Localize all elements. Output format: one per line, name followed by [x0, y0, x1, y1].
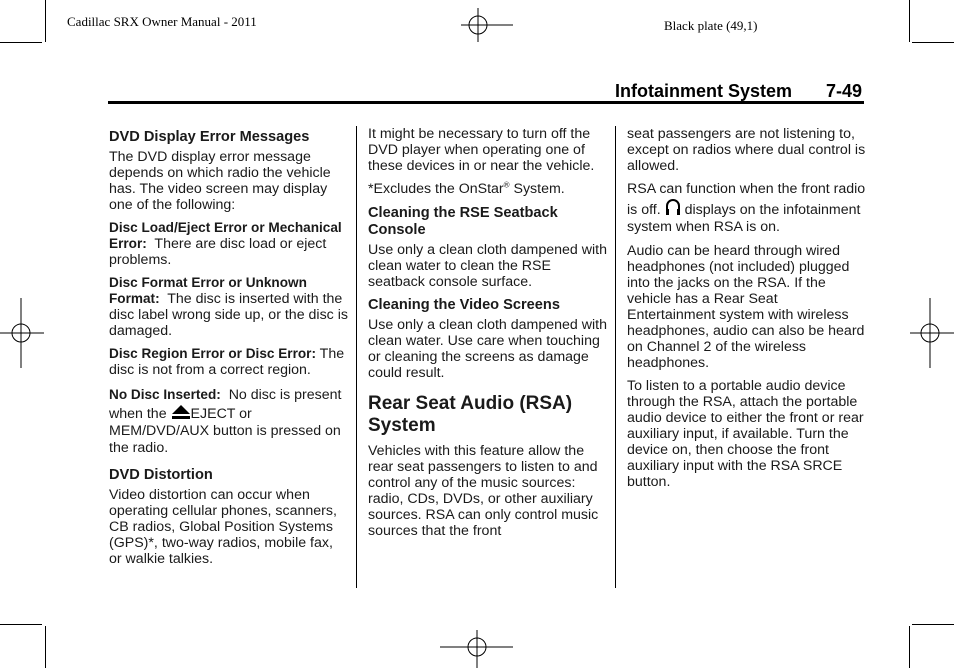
paragraph-excludes — [368, 181, 608, 197]
section-title: Infotainment System — [615, 81, 793, 101]
crop-mark — [0, 42, 42, 43]
error-item — [109, 346, 349, 378]
paragraph-portable: To listen to a portable audio device through the RSA, attach the portable audio device to either the front or rear auxiliary input, if available. Turn the device on, then choose the front auxiliary input with the RSA SRCE button. — [627, 378, 864, 490]
page-number: 7-49 — [826, 81, 863, 101]
crop-mark — [0, 624, 42, 625]
front-off-text: RSA can function when the front radio is off. — [627, 181, 866, 218]
crop-mark — [45, 626, 46, 668]
paragraph-seatback: Use only a clean cloth dampened with clean water to clean the RSE seatback console surface. — [368, 242, 607, 290]
error-description: The disc is inserted with the disc label wrong side up, or the disc is damaged. — [109, 291, 348, 339]
error-description: There are disc load or eject problems. — [109, 236, 327, 268]
heading-dvd-distortion: DVD Distortion — [109, 467, 213, 483]
excludes-text: System. — [509, 181, 565, 197]
plate-label: Black plate (49,1) — [664, 18, 758, 33]
paragraph-screens: Use only a clean cloth dampened with clean water. Use care when touching or cleaning the screens as damage could result. — [368, 317, 607, 381]
column-divider — [356, 126, 357, 588]
crop-mark — [912, 42, 954, 43]
column-2 — [368, 126, 608, 546]
crop-mark — [909, 626, 910, 668]
registered-mark: ® — [503, 180, 510, 190]
paragraph-front-off — [627, 181, 867, 236]
headphones-icon — [665, 198, 681, 216]
column-3 — [627, 126, 867, 497]
error-term: No Disc Inserted: — [109, 387, 221, 402]
error-description: No disc is present when the — [109, 387, 342, 422]
header-rule — [108, 101, 864, 104]
crop-mark — [912, 624, 954, 625]
crop-mark — [909, 0, 910, 42]
column-1 — [109, 126, 349, 574]
crop-mark — [45, 0, 46, 42]
front-off-text: displays on the infotainment system when RSA is on. — [627, 202, 861, 235]
paragraph-headphones: Audio can be heard through wired headphones (not included) plugged into the jacks on the RSA. If the vehicle has a Rear Seat Entertainment system with wireless headphones, audio can also be heard on Channel 2 of the wireless headphones. — [627, 243, 865, 371]
paragraph-continued: seat passengers are not listening to, except on radios where dual control is allowed. — [627, 126, 866, 174]
error-term: Disc Load/Eject Error or Mechanical Error: — [109, 220, 342, 251]
error-item — [109, 220, 349, 268]
error-item — [109, 275, 349, 339]
paragraph-distortion: Video distortion can occur when operating cellular phones, scanners, CB radios, Global Position Systems (GPS)*, two-way radios, mobile fax, or walkie talkies. — [109, 487, 337, 567]
heading-dvd-display-errors: DVD Display Error Messages — [109, 129, 310, 145]
paragraph-turn-off: It might be necessary to turn off the DVD player when operating one of these devices in or near the vehicle. — [368, 126, 595, 174]
heading-cleaning-screens: Cleaning the Video Screens — [368, 297, 560, 313]
heading-rear-seat-audio: Rear Seat Audio (RSA) System — [368, 393, 573, 436]
excludes-text: *Excludes the OnStar — [368, 181, 504, 197]
error-description: The disc is not from a correct region. — [109, 346, 345, 378]
registration-mark-icon — [0, 298, 44, 368]
paragraph-rsa: Vehicles with this feature allow the rear seat passengers to listen to and control any of the music sources: radio, CDs, DVDs, or other auxiliary sources. RSA can only control music sources that the front — [368, 443, 599, 539]
error-item — [109, 386, 349, 457]
column-divider — [615, 126, 616, 588]
registration-mark-icon — [910, 298, 954, 368]
error-term: Disc Format Error or Unknown Format: — [109, 275, 307, 306]
registration-mark-icon — [461, 8, 513, 42]
error-term: Disc Region Error or Disc Error: — [109, 346, 316, 361]
paragraph-intro: The DVD display error message depends on which radio the vehicle has. The video screen may display one of the following: — [109, 149, 331, 213]
heading-cleaning-seatback: Cleaning the RSE Seatback Console — [368, 205, 558, 238]
eject-icon — [171, 404, 191, 420]
registration-mark-icon — [440, 630, 513, 668]
manual-title: Cadillac SRX Owner Manual - 2011 — [67, 14, 257, 29]
error-description: EJECT or MEM/DVD/AUX button is pressed on the radio. — [109, 406, 341, 456]
